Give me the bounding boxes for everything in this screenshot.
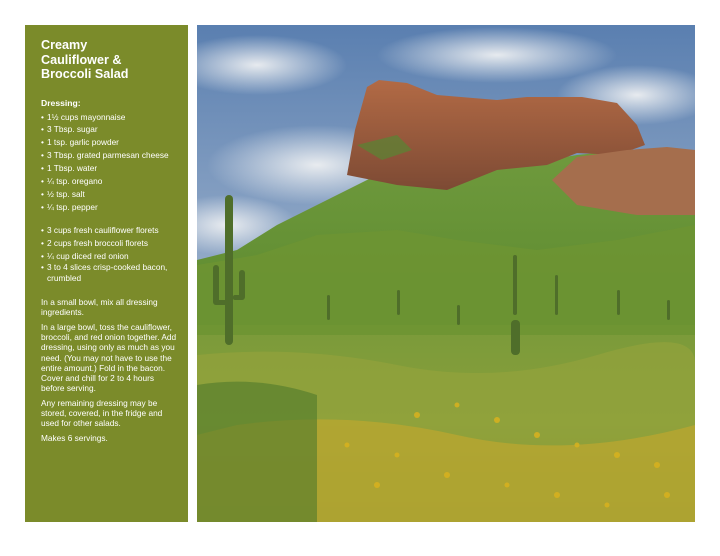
instruction-paragraph: Any remaining dressing may be stored, covered, in the fridge and used for other salads. (41, 397, 163, 429)
dressing-list (41, 111, 178, 214)
ingredient-item: • ¼ tsp. pepper (41, 201, 178, 214)
dressing-heading: Dressing: (41, 97, 81, 108)
recipe-panel (25, 25, 188, 522)
ingredient-item: • 3 Tbsp. grated parmesan cheese (41, 149, 178, 162)
recipe-title (41, 38, 178, 82)
title-line: Cauliflower & (41, 52, 122, 67)
spacer (41, 214, 178, 224)
ingredient-item: • ½ tsp. salt (41, 188, 178, 201)
ingredient-item: • 1½ cups mayonnaise (41, 111, 178, 124)
ingredient-item: • 1 tsp. garlic powder (41, 136, 178, 149)
ingredient-item: • 3 cups fresh cauliflower florets (41, 224, 178, 237)
instruction-paragraph: In a large bowl, toss the cauliflower, broccoli, and red onion together. Add dressing, using only as much as you need. (You may not have to use the entire amount.) Fold in the bacon. Cover and chill for 2 to 4 hours before serving. (41, 321, 177, 394)
ingredient-item: • ¼ tsp. oregano (41, 175, 178, 188)
instructions (41, 297, 178, 443)
ingredient-item: • 3 to 4 slices crisp-cooked bacon, crumbled (41, 262, 178, 283)
title-line: Broccoli Salad (41, 67, 129, 81)
instruction-paragraph: In a small bowl, mix all dressing ingredients. (41, 297, 158, 318)
desert-landscape-photo (197, 25, 695, 522)
title-line: Creamy (41, 38, 88, 52)
ingredient-item: • ¼ cup diced red onion (41, 250, 178, 263)
salad-list (41, 224, 178, 283)
instruction-paragraph: Makes 6 servings. (41, 432, 108, 443)
ingredient-item: • 3 Tbsp. sugar (41, 123, 178, 136)
ingredient-item: • 2 cups fresh broccoli florets (41, 237, 178, 250)
ingredient-item: • 1 Tbsp. water (41, 162, 178, 175)
